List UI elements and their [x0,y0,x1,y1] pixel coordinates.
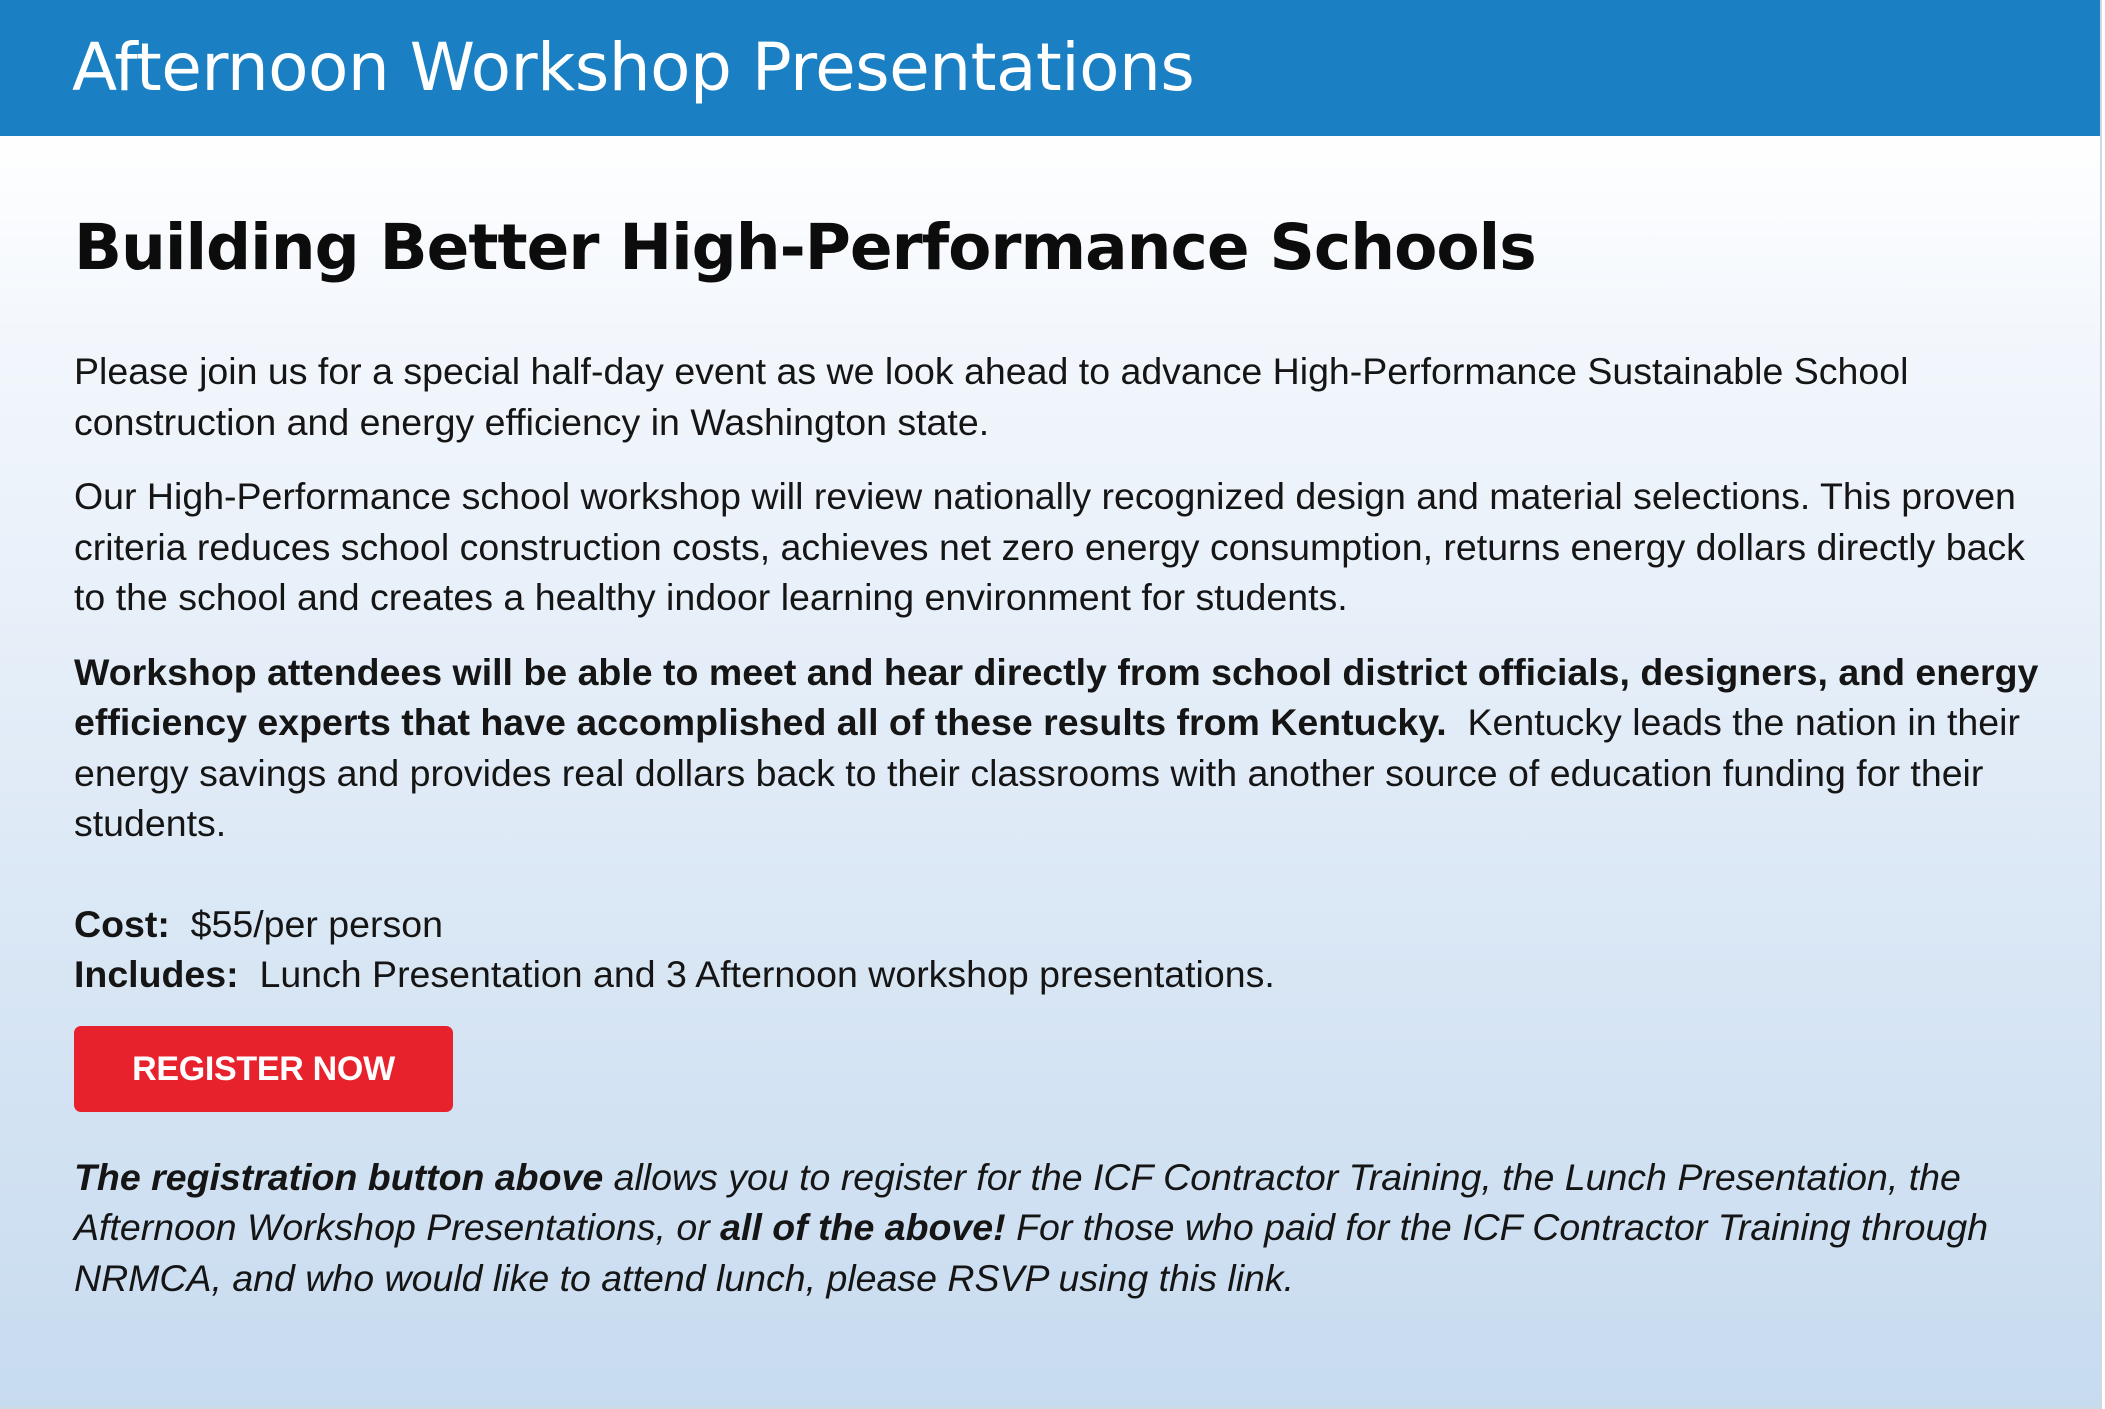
note-bold-1: The registration button above [74,1155,604,1198]
cost-value: $55/per person [190,902,443,945]
content-area [74,200,2054,1303]
section-title: Building Better High-Performance Schools [74,211,1536,284]
includes-label: Includes: [74,953,239,995]
note-text-2: For those who paid for the ICF Contractor Training through NRMCA, and who would like to attend lunch, please RSVP using this link. [74,1206,1989,1299]
includes-line [74,949,2054,1000]
registration-note [74,1152,2054,1304]
attendees-bold-text: Workshop attendees will be able to meet and hear directly from school district officials, designers, and energy efficiency experts that have accomplished all of these results from Kentucky. [74,650,2039,743]
note-text-1: allows you to register for the ICF Contractor Training, the Lunch Presentation, the Afternoon Workshop Presentations, or [74,1155,1961,1248]
attendees-paragraph [74,647,2054,849]
header-banner [0,0,2100,136]
cost-label: Cost: [74,902,170,945]
cost-line [74,899,2054,950]
includes-value: Lunch Presentation and 3 Afternoon workshop presentations. [259,953,1275,995]
note-bold-2: all of the above! [720,1206,1006,1248]
review-paragraph: Our High-Performance school workshop will review nationally recognized design and material selections. This proven criteria reduces school construction costs, achieves net zero energy consumption, returns energy dollars directly back to the school and creates a healthy indoor learning environment for students. [74,475,2025,618]
intro-paragraph: Please join us for a special half-day event as we look ahead to advance High-Performance Sustainable School construction and energy efficiency in Washington state. [74,350,1909,443]
attendees-text: Kentucky leads the nation in their energy savings and provides real dollars back to their classrooms with another source of education funding for their students. [74,701,2020,844]
banner-title: Afternoon Workshop Presentations [72,29,1195,106]
register-now-button[interactable]: REGISTER NOW [74,1026,453,1112]
